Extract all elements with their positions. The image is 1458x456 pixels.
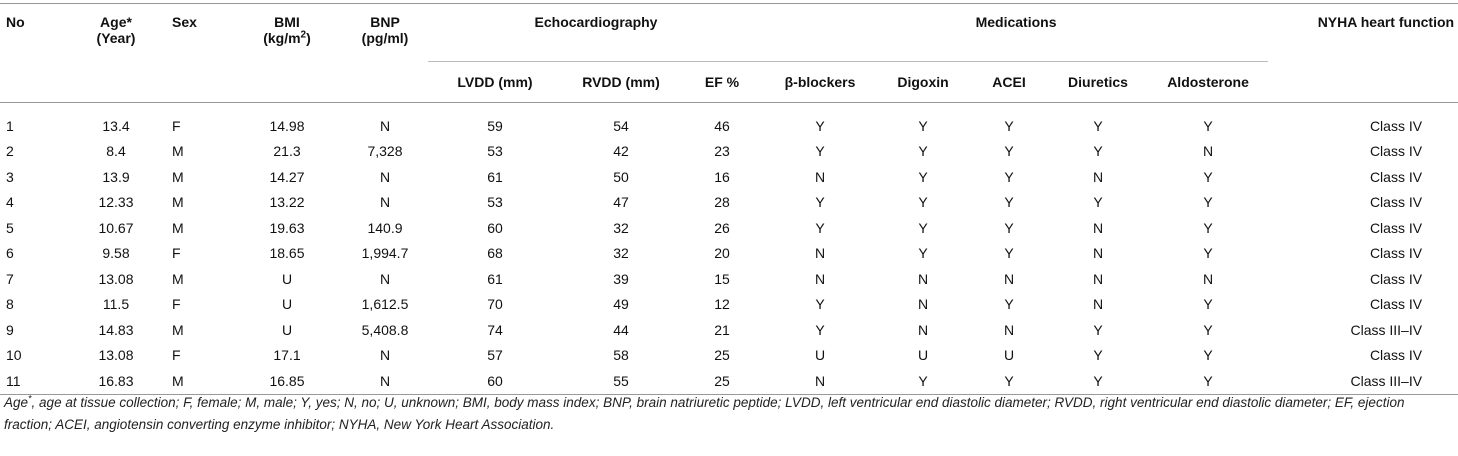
cell-lvdd: 53 [487,194,503,211]
cell-aldosterone: Y [1148,368,1268,394]
cell-nyha: Class IV [1369,270,1423,287]
cell-aldosterone: Y [1203,194,1213,211]
cell-diuretics: N [1092,168,1104,185]
cell-nyha: Class IV [1369,245,1423,262]
header-bmi-unit-post: ) [306,30,311,46]
cell-bmi: 21.3 [273,143,301,160]
cell-nyha: Class IV [1369,168,1423,185]
cell-diuretics: Y [1048,368,1148,394]
cell-beta-blockers: N [814,245,826,262]
cell-rvdd: 44 [613,321,629,338]
cell-bmi: 13.22 [269,194,305,211]
cell-aldosterone: Y [1203,219,1213,236]
cell-age: 10.67 [98,219,134,236]
cell-rvdd: 47 [613,194,629,211]
header-bnp [342,4,428,103]
cell-age: 13.4 [102,117,130,134]
cell-nyha: Class IV [1369,219,1423,236]
header-sex: Sex [172,14,197,30]
table-row [0,368,1458,394]
header-echocardiography: Echocardiography [428,4,764,62]
cell-beta-blockers: Y [815,194,825,211]
cell-bmi: U [281,321,293,338]
footnote-lead: Age [4,395,29,410]
cell-age: 16.83 [66,368,166,394]
header-bmi-label: BMI [274,14,300,30]
header-age-unit: (Year) [96,30,136,46]
cell-digoxin: Y [876,368,970,394]
table-footnote [4,392,1454,436]
header-lvdd: LVDD (mm) [457,74,533,90]
cell-diuretics: Y [1093,117,1103,134]
cell-sex: M [172,143,184,160]
cell-diuretics: Y [1093,347,1103,364]
cell-digoxin: N [917,270,929,287]
cell-nyha: Class IV [1369,117,1423,134]
cell-lvdd: 53 [487,143,503,160]
table-row [0,164,1458,190]
cell-lvdd: 70 [487,296,503,313]
header-no: No [6,14,25,30]
cell-no: 8 [6,296,14,313]
cell-acei: Y [970,368,1048,394]
cell-no: 6 [6,245,14,262]
header-bmi-unit-pre: (kg/m [263,30,301,46]
table-row [0,139,1458,165]
cell-beta-blockers: N [814,168,826,185]
cell-rvdd: 39 [613,270,629,287]
cell-age: 13.08 [98,270,134,287]
cell-no: 3 [6,168,14,185]
cell-digoxin: Y [918,219,928,236]
cell-nyha: Class III–IV [1268,368,1458,394]
table-row [0,190,1458,216]
cell-bmi: 16.85 [232,368,342,394]
cell-ef: 25 [680,368,764,394]
cell-no: 7 [6,270,14,287]
footnote-text: , age at tissue collection; F, female; M, male; Y, yes; N, no; U, unknown; BMI, body mass index; BNP, brain natriuretic peptide; LVDD, left ventricular end diastolic diameter; RVDD, right ventricular end diastolic diameter; EF, ejection fraction; ACEI, angiotensin converting enzyme inhibitor; NYHA, New York Heart Association. [4,395,1405,432]
cell-bnp: N [379,117,391,134]
header-beta-blockers: β-blockers [784,74,856,90]
cell-ef: 28 [714,194,730,211]
cell-bnp: N [342,368,428,394]
cell-nyha: Class IV [1369,347,1423,364]
cell-acei: N [1003,321,1015,338]
cell-sex: F [172,347,181,364]
cell-beta-blockers: Y [815,296,825,313]
cell-digoxin: Y [918,143,928,160]
cell-digoxin: N [917,296,929,313]
header-nyha: NYHA heart function [1317,14,1455,30]
cell-lvdd: 74 [487,321,503,338]
cell-acei: U [1003,347,1015,364]
cell-lvdd: 59 [487,117,503,134]
cell-sex: M [172,270,184,287]
cell-bnp: 7,328 [367,143,403,160]
cell-nyha: Class III–IV [1350,321,1423,338]
cell-ef: 46 [714,117,730,134]
cell-digoxin: U [917,347,929,364]
header-medications: Medications [764,4,1268,62]
cell-beta-blockers: Y [815,321,825,338]
footnote-lead-sup: * [28,393,32,404]
cell-lvdd: 60 [428,368,562,394]
cell-lvdd: 68 [487,245,503,262]
cell-sex: M [166,368,232,394]
cell-age: 11.5 [102,296,130,313]
table-row [0,215,1458,241]
cell-rvdd: 50 [613,168,629,185]
header-bmi-unit-sup: 2 [300,29,307,41]
cell-rvdd: 58 [613,347,629,364]
cell-nyha: Class IV [1369,296,1423,313]
table-body [0,103,1458,395]
cell-aldosterone: Y [1203,168,1213,185]
header-acei: ACEI [992,74,1026,90]
cell-digoxin: Y [918,117,928,134]
cell-sex: F [172,117,181,134]
header-digoxin: Digoxin [897,74,949,90]
cell-acei: N [1003,270,1015,287]
cell-aldosterone: N [1202,270,1214,287]
table-row [0,317,1458,343]
cell-lvdd: 61 [487,168,503,185]
cell-bnp: 140.9 [367,219,403,236]
cell-aldosterone: N [1202,143,1214,160]
cell-bmi: 14.27 [269,168,305,185]
table-row [0,266,1458,292]
cell-age: 12.33 [98,194,134,211]
cell-bmi: 17.1 [273,347,301,364]
cell-sex: M [172,168,184,185]
patient-characteristics-table [0,3,1458,395]
cell-ef: 26 [714,219,730,236]
cell-aldosterone: Y [1203,245,1213,262]
header-diuretics: Diuretics [1068,74,1128,90]
cell-digoxin: Y [918,194,928,211]
cell-ef: 25 [714,347,730,364]
cell-bnp: 1,994.7 [361,245,409,262]
cell-beta-blockers: Y [815,219,825,236]
cell-aldosterone: Y [1203,117,1213,134]
cell-nyha: Class IV [1369,194,1423,211]
cell-beta-blockers: Y [815,117,825,134]
header-age [66,4,166,103]
cell-acei: Y [1004,194,1014,211]
cell-acei: Y [1004,296,1014,313]
cell-no: 1 [6,117,14,134]
cell-no: 4 [6,194,14,211]
cell-aldosterone: Y [1203,347,1213,364]
cell-acei: Y [1004,117,1014,134]
cell-no: 11 [0,368,66,394]
cell-bnp: N [379,168,391,185]
cell-rvdd: 55 [562,368,680,394]
table-row [0,241,1458,267]
cell-age: 9.58 [102,245,130,262]
cell-nyha: Class IV [1369,143,1423,160]
cell-bnp: N [379,270,391,287]
cell-sex: F [172,245,181,262]
cell-beta-blockers: N [764,368,876,394]
cell-diuretics: N [1092,219,1104,236]
cell-digoxin: N [917,321,929,338]
header-ef: EF % [704,74,740,90]
cell-beta-blockers: Y [815,143,825,160]
cell-digoxin: Y [918,245,928,262]
cell-sex: M [172,219,184,236]
cell-acei: Y [1004,219,1014,236]
cell-bmi: 18.65 [269,245,305,262]
cell-ef: 16 [714,168,730,185]
cell-ef: 12 [714,296,730,313]
cell-ef: 21 [714,321,730,338]
cell-ef: 23 [714,143,730,160]
cell-rvdd: 32 [613,219,629,236]
cell-age: 14.83 [98,321,134,338]
cell-no: 9 [6,321,14,338]
cell-rvdd: 32 [613,245,629,262]
header-age-label: Age* [100,14,132,30]
cell-bnp: N [379,347,391,364]
cell-sex: M [172,194,184,211]
cell-diuretics: N [1092,296,1104,313]
cell-lvdd: 57 [487,347,503,364]
cell-bmi: 14.98 [269,117,305,134]
header-bnp-unit: (pg/ml) [361,30,409,46]
cell-diuretics: N [1092,270,1104,287]
cell-acei: Y [1004,168,1014,185]
table-row [0,292,1458,318]
cell-bnp: N [379,194,391,211]
cell-aldosterone: Y [1203,296,1213,313]
cell-bmi: U [281,296,293,313]
cell-diuretics: N [1092,245,1104,262]
cell-acei: Y [1004,143,1014,160]
header-bmi [232,4,342,103]
cell-rvdd: 49 [613,296,629,313]
cell-age: 13.08 [98,347,134,364]
header-aldosterone: Aldosterone [1167,74,1249,90]
cell-ef: 15 [714,270,730,287]
table-row [0,103,1458,139]
cell-sex: F [172,296,181,313]
cell-no: 5 [6,219,14,236]
header-rvdd: RVDD (mm) [582,74,660,90]
cell-beta-blockers: N [814,270,826,287]
cell-sex: M [172,321,184,338]
cell-aldosterone: Y [1203,321,1213,338]
table-row [0,343,1458,369]
cell-ef: 20 [714,245,730,262]
cell-age: 8.4 [106,143,126,160]
cell-digoxin: Y [918,168,928,185]
cell-bmi: 19.63 [269,219,305,236]
cell-lvdd: 61 [487,270,503,287]
cell-acei: Y [1004,245,1014,262]
cell-lvdd: 60 [487,219,503,236]
header-bnp-label: BNP [370,14,400,30]
cell-beta-blockers: U [814,347,826,364]
cell-diuretics: Y [1093,194,1103,211]
cell-bnp: 5,408.8 [361,321,409,338]
cell-rvdd: 42 [613,143,629,160]
cell-no: 10 [6,347,22,364]
cell-no: 2 [6,143,14,160]
cell-bnp: 1,612.5 [361,296,409,313]
cell-bmi: U [281,270,293,287]
cell-age: 13.9 [102,168,130,185]
cell-rvdd: 54 [613,117,629,134]
cell-diuretics: Y [1093,143,1103,160]
cell-diuretics: Y [1093,321,1103,338]
